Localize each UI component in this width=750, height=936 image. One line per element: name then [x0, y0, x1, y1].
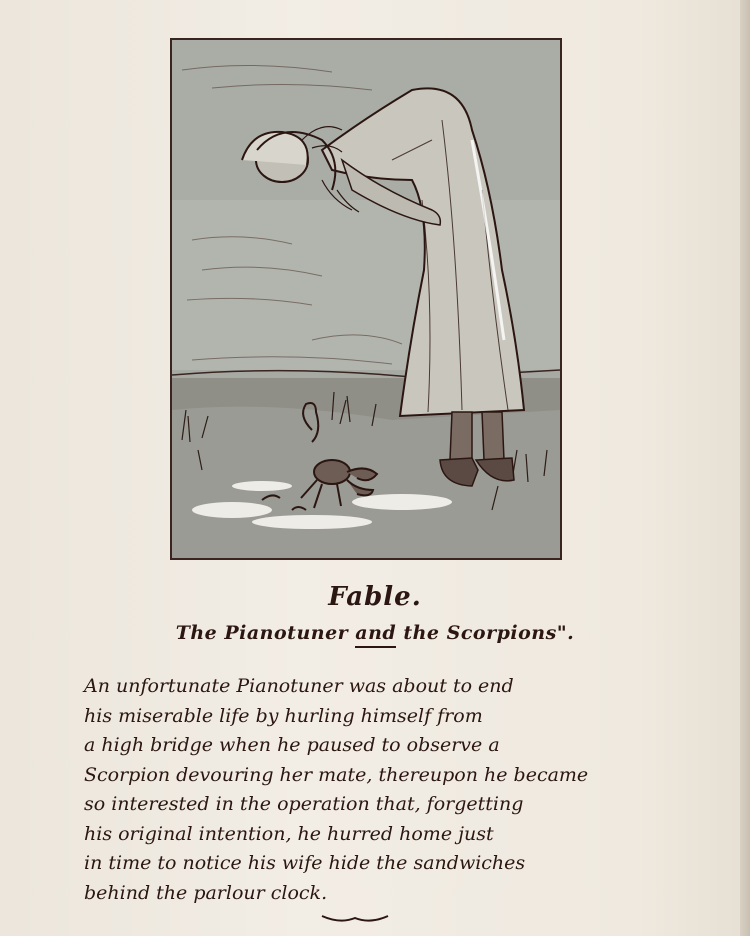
story-line: his miserable life by hurling himself from: [84, 704, 483, 727]
closing-flourish: [320, 910, 390, 924]
illustration-pianotuner-and-scorpion: [170, 38, 562, 560]
story-line: behind the parlour clock.: [84, 881, 328, 904]
story-line: so interested in the operation that, forgetting: [84, 793, 524, 815]
fable-title: Fable.: [328, 582, 422, 612]
subtitle-part-2: the Scorpions".: [396, 622, 575, 644]
story-line: An unfortunate Pianotuner was about to end: [84, 675, 514, 697]
subtitle-underlined-word: and: [355, 622, 396, 648]
story-line: a high bridge when he paused to observe a: [84, 734, 500, 756]
subtitle-part-1: The Pianotuner: [175, 622, 356, 644]
page-edge: [740, 0, 750, 936]
story-line: Scorpion devouring her mate, thereupon he became: [84, 763, 589, 786]
fable-text: [84, 672, 694, 908]
fable-subtitle: [0, 622, 750, 644]
story-line: in time to notice his wife hide the sandwiches: [84, 852, 526, 874]
story-line: his original intention, he hurred home just: [84, 822, 494, 845]
